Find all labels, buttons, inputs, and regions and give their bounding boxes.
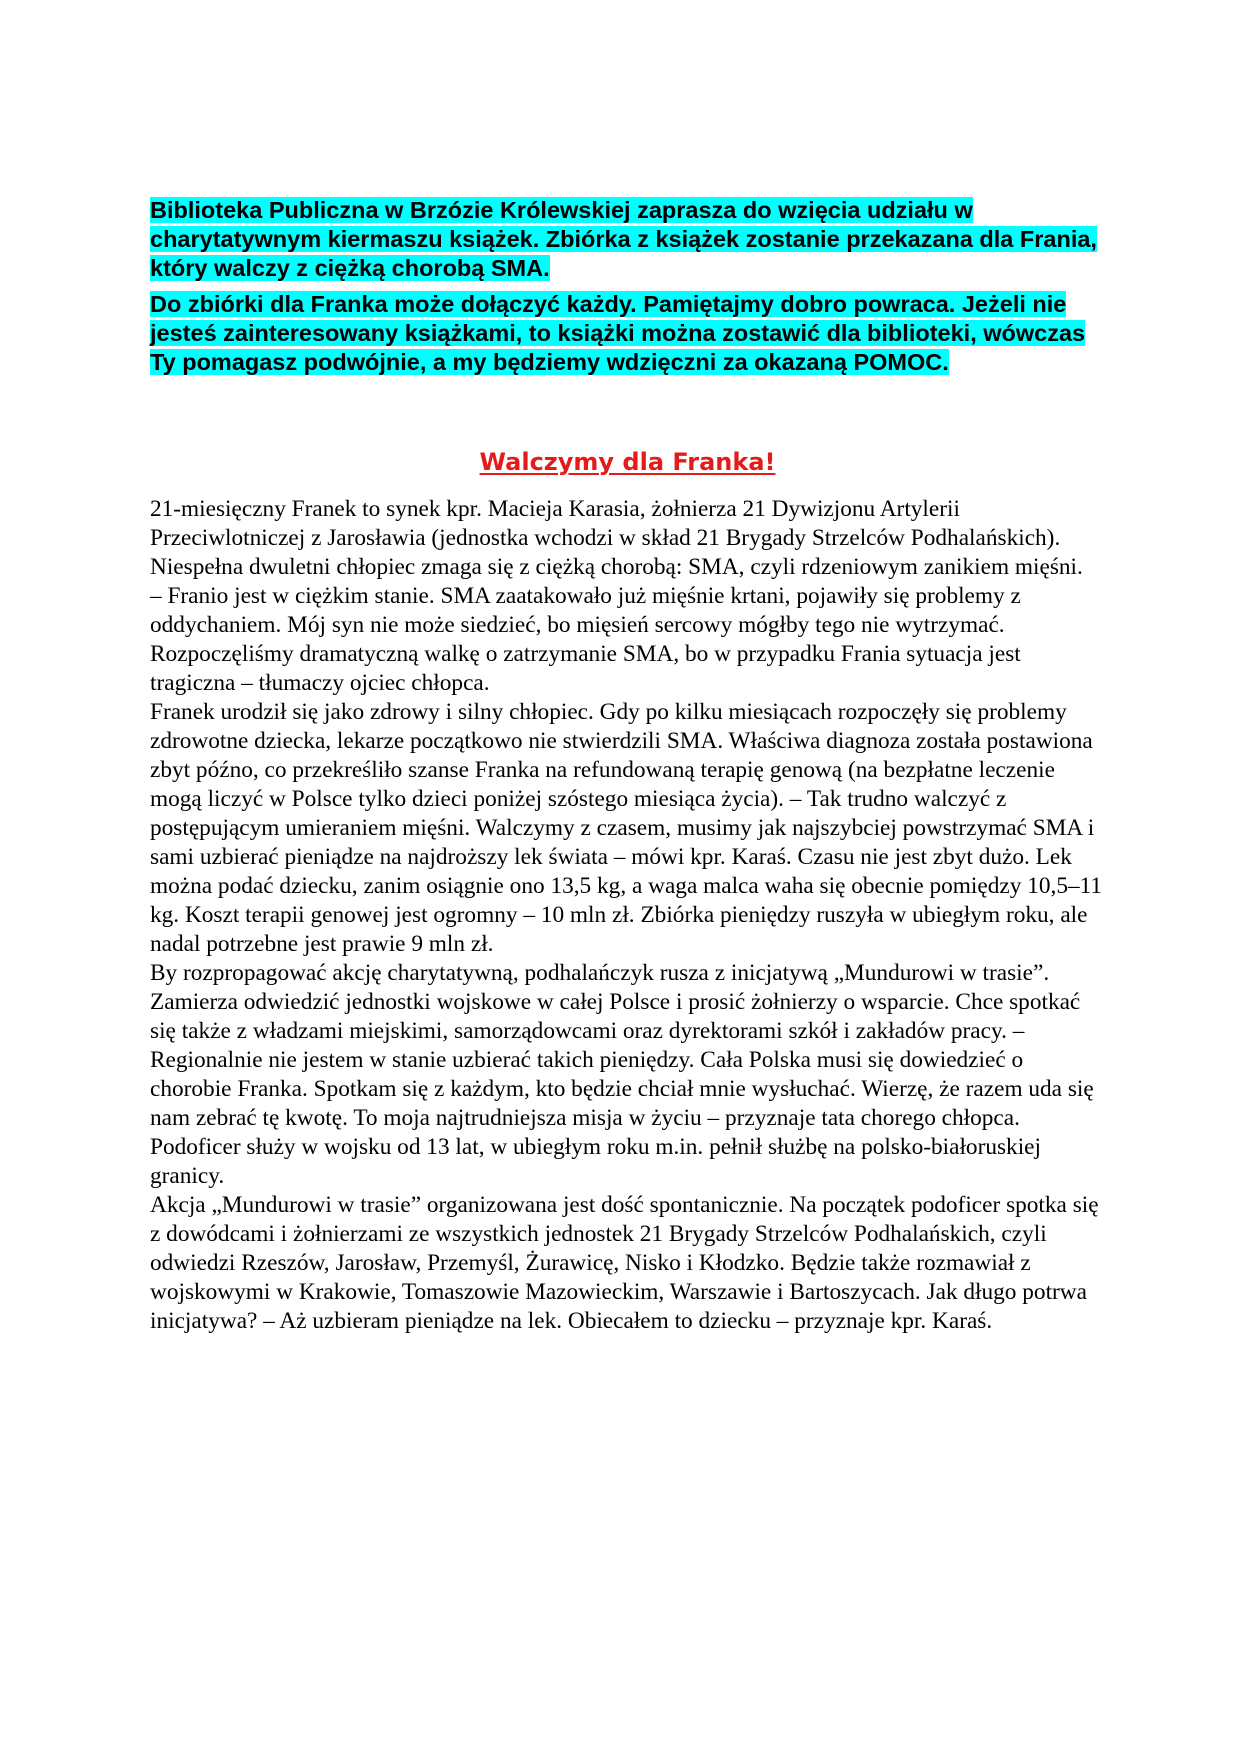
article-paragraph: By rozpropagować akcję charytatywną, podhalańczyk rusza z inicjatywą „Mundurowi w trasie”. Zamierza odwiedzić jednostki wojskowe w całej Polsce i prosić żołnierzy o wsparcie. Chce spotkać się także z władzami miejskimi, samorządowcami oraz dyrektorami szkół i zakładów pracy. – Regionalnie nie jestem w stanie uzbierać takich pieniędzy. Cała Polska musi się dowiedzieć o chorobie Franka. Spotkam się z każdym, kto będzie chciał mnie wysłuchać. Wierzę, że razem uda się nam zebrać tę kwotę. To moja najtrudniejsza misja w życiu – przyznaje tata chorego chłopca. Podoficer służy w wojsku od 13 lat, w ubiegłym roku m.in. pełnił służbę na polsko-białoruskiej granicy.: [150, 960, 1094, 1189]
article-paragraph: Akcja „Mundurowi w trasie” organizowana jest dość spontanicznie. Na początek podoficer spotka się z dowódcami i żołnierzami ze wszystkich jednostek 21 Brygady Strzelców Podhalańskich, czyli odwiedzi Rzeszów, Jarosław, Przemyśl, Żurawicę, Nisko i Kłodzko. Będzie także rozmawiał z wojskowymi w Krakowie, Tomaszowie Mazowieckim, Warszawie i Bartoszycach. Jak długo potrwa inicjatywa? – Aż uzbieram pieniądze na lek. Obiecałem to dziecku – przyznaje kpr. Karaś.: [150, 1192, 1099, 1334]
notice-paragraph-2: [150, 290, 1105, 377]
article-paragraph: Franek urodził się jako zdrowy i silny chłopiec. Gdy po kilku miesiącach rozpoczęły się problemy zdrowotne dziecka, lekarze początkowo nie stwierdzili SMA. Właściwa diagnoza została postawiona zbyt późno, co przekreśliło szanse Franka na refundowaną terapię genową (na bezpłatne leczenie mogą liczyć w Polsce tylko dzieci poniżej szóstego miesiąca życia). – Tak trudno walczyć z postępującym umieraniem mięśni. Walczymy z czasem, musimy jak najszybciej powstrzymać SMA i sami uzbierać pieniądze na najdroższy lek świata – mówi kpr. Karaś. Czasu nie jest zbyt dużo. Lek można podać dziecku, zanim osiągnie ono 13,5 kg, a waga malca waha się obecnie pomiędzy 10,5–11 kg. Koszt terapii genowej jest ogromny – 10 mln zł. Zbiórka pieniędzy ruszyła w ubiegłym roku, ale nadal potrzebne jest prawie 9 mln zł.: [150, 699, 1103, 957]
notice-highlight-2: Do zbiórki dla Franka może dołączyć każdy. Pamiętajmy dobro powraca. Jeżeli nie jesteś zainteresowany książkami, to książki można zostawić dla biblioteki, wówczas Ty pomagasz podwójnie, a my będziemy wdzięczni za okazaną POMOC.: [150, 291, 1086, 375]
article-title: Walczymy dla Franka!: [479, 448, 776, 476]
article-paragraph: 21-miesięczny Franek to synek kpr. Macieja Karasia, żołnierza 21 Dywizjonu Artylerii Przeciwlotniczej z Jarosławia (jednostka wchodzi w skład 21 Brygady Strzelców Podhalańskich). Niespełna dwuletni chłopiec zmaga się z ciężką chorobą: SMA, czyli rdzeniowym zanikiem mięśni.: [150, 496, 1083, 580]
article-paragraph: – Franio jest w ciężkim stanie. SMA zaatakowało już mięśnie krtani, pojawiły się problemy z oddychaniem. Mój syn nie może siedzieć, bo mięsień sercowy mógłby tego nie wytrzymać. Rozpoczęliśmy dramatyczną walkę o zatrzymanie SMA, bo w przypadku Frania sytuacja jest tragiczna – tłumaczy ojciec chłopca.: [150, 583, 1021, 696]
notice-highlight-1: Biblioteka Publiczna w Brzózie Królewskiej zaprasza do wzięcia udziału w charytatywnym kiermaszu książek. Zbiórka z książek zostanie przekazana dla Frania, który walczy z ciężką chorobą SMA.: [150, 197, 1097, 281]
article-body: [150, 495, 1105, 1336]
notice-paragraph-1: [150, 196, 1105, 283]
document-content: [150, 196, 1105, 1336]
